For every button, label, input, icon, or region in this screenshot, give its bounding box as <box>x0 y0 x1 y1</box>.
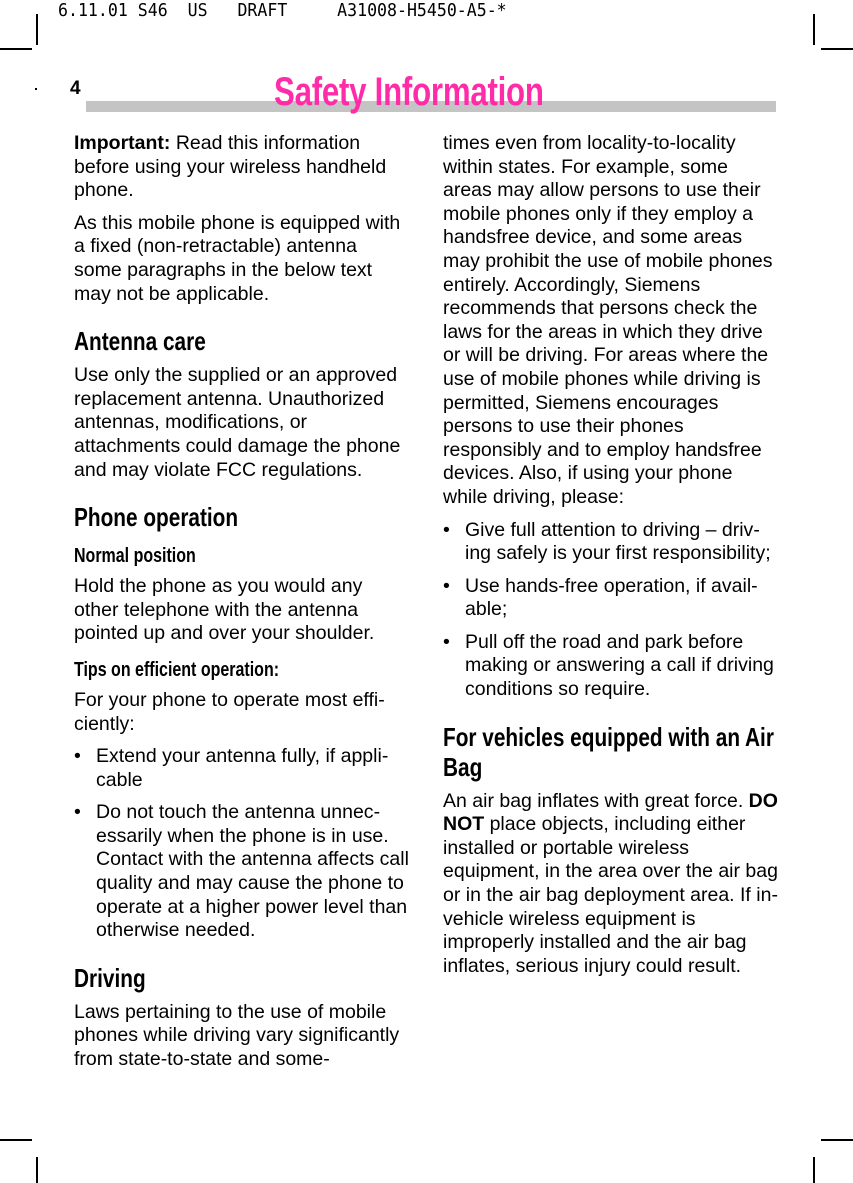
right-column <box>443 132 778 987</box>
airbag-heading: For vehicles equipped with an Air Bag <box>443 721 774 782</box>
important-text: Read this information before using your wireless handheld phone. <box>74 132 387 202</box>
crop-mark-bottom-left-horizontal <box>0 1139 32 1141</box>
crop-mark-top-left-horizontal <box>0 48 32 50</box>
crop-mark-bottom-right-horizontal <box>821 1139 853 1141</box>
page-title: Safety Information <box>274 70 544 114</box>
driving-continued-paragraph: times even from locality-to-locality within states. For example, some areas may allow persons to use their mobile phones only if they employ a handsfree device, and some areas may prohibit the use of mobile phones entirely. Accordingly, Siemens recommends that persons check the laws for the areas in which they drive or will be driving. For areas where the use of mobile phones while driving is permitted, Siemens encourages persons to use their phones responsibly and to employ handsfree devices. Also, if using your phone while driving, please: <box>443 132 773 508</box>
driving-paragraph: Laws pertaining to the use of mobile phones while driving vary significantly from state-to-state and some- <box>74 1000 400 1071</box>
airbag-intro-text: An air bag inflates with great force. <box>443 789 749 812</box>
list-item: • Use hands-free operation, if available; <box>443 575 778 622</box>
antenna-care-paragraph: Use only the supplied or an approved replacement antenna. Unauthorized antennas, modifications, or attachments could damage the phone and may violate FCC regulations. <box>74 364 401 481</box>
crop-mark-bottom-right-vertical <box>813 1157 815 1183</box>
list-item: • Do not touch the antenna unnecessarily when the phone is in use. Contact with the antenna affects call quality and may cause the phone to operate at a higher power level than otherwise needed. <box>74 801 409 943</box>
page-number: 4 <box>70 78 81 99</box>
normal-position-paragraph: Hold the phone as you would any other telephone with the antenna pointed up and over your shoulder. <box>74 575 375 645</box>
tips-list <box>74 745 409 943</box>
tips-intro-paragraph: For your phone to operate most efficiently: <box>74 688 385 735</box>
airbag-rest-text: place objects, including either installed or portable wireless equipment, in the area over the air bag or in the air bag deployment area. If in-vehicle wireless equipment is improperly installed and the air bag inflates, serious injury could result. <box>443 813 778 977</box>
antenna-note-paragraph: As this mobile phone is equipped with a fixed (non-retractable) antenna some paragraphs in the below text may not be applicable. <box>74 211 401 305</box>
crop-mark-top-right-vertical <box>813 14 815 45</box>
crop-mark-bottom-left-vertical <box>36 1157 38 1183</box>
list-item: • Pull off the road and park before making or answering a call if driving conditions so require. <box>443 631 778 702</box>
crop-mark-small-dot <box>35 88 37 90</box>
important-label: Important: <box>74 132 171 154</box>
draft-header: 6.11.01 S46 US DRAFT A31008-H5450-A5-* <box>58 0 507 21</box>
left-column <box>74 132 409 1081</box>
crop-mark-top-right-horizontal <box>821 48 853 50</box>
tips-heading: Tips on efficient operation: <box>74 658 280 681</box>
airbag-paragraph <box>443 790 778 979</box>
important-paragraph <box>74 132 409 203</box>
list-item: • Give full attention to driving – driving safely is your first responsibility; <box>443 519 778 566</box>
antenna-care-heading: Antenna care <box>74 326 206 357</box>
do-not-emphasis: DO NOT <box>443 789 778 836</box>
phone-operation-heading: Phone operation <box>74 502 239 533</box>
driving-tips-list <box>443 519 778 702</box>
crop-mark-top-left-vertical <box>36 14 38 45</box>
normal-position-heading: Normal position <box>74 545 196 568</box>
driving-heading: Driving <box>74 962 146 993</box>
list-item: • Extend your antenna fully, if applicable <box>74 745 409 792</box>
